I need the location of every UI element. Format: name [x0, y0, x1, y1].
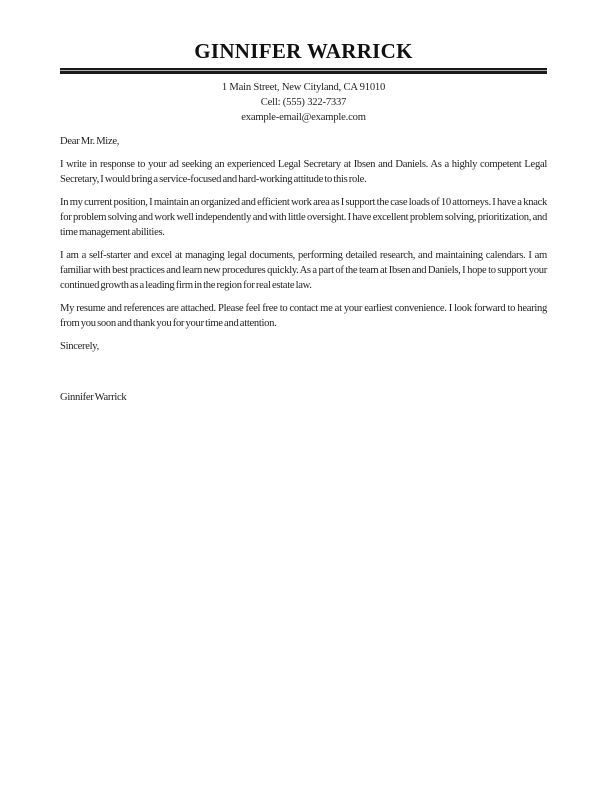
letter-body	[60, 134, 547, 405]
salutation: Dear Mr. Mize,	[60, 136, 120, 147]
paragraph-call-to-action: My resume and references are attached. Please feel free to contact me at your earliest convenience. I look forward to hearing from you soon and thank you for your time and attention.	[60, 303, 547, 329]
contact-address: 1 Main Street, New Cityland, CA 91010	[221, 82, 386, 93]
letterhead-contact-block	[60, 80, 547, 125]
paragraph-skills: I am a self-starter and excel at managing legal documents, performing detailed research, and maintaining calendars. I am familiar with best practices and learn new procedures quickly. As a part of the team at Ibsen and Daniels, I hope to support your continued growth as a leading firm in the region for real estate law.	[60, 250, 547, 291]
closing: Sincerely,	[60, 341, 99, 352]
contact-phone: Cell: (555) 322-7337	[260, 97, 347, 108]
letterhead-divider-rule	[60, 68, 547, 74]
letterhead-name: GINNIFER WARRICK	[194, 39, 413, 63]
contact-email: example-email@example.com	[241, 112, 366, 123]
paragraph-current-position: In my current position, I maintain an organized and efficient work area as I support the case loads of 10 attorneys. I have a knack for problem solving and work well independently and with little oversight. I have excellent problem solving, prioritization, and time management abilities.	[60, 197, 547, 238]
signature-name: Ginnifer Warrick	[60, 392, 127, 403]
paragraph-introduction: I write in response to your ad seeking an experienced Legal Secretary at Ibsen and Daniels. As a highly competent Legal Secretary, I would bring a service-focused and hard-working attitude to this role.	[60, 159, 547, 185]
